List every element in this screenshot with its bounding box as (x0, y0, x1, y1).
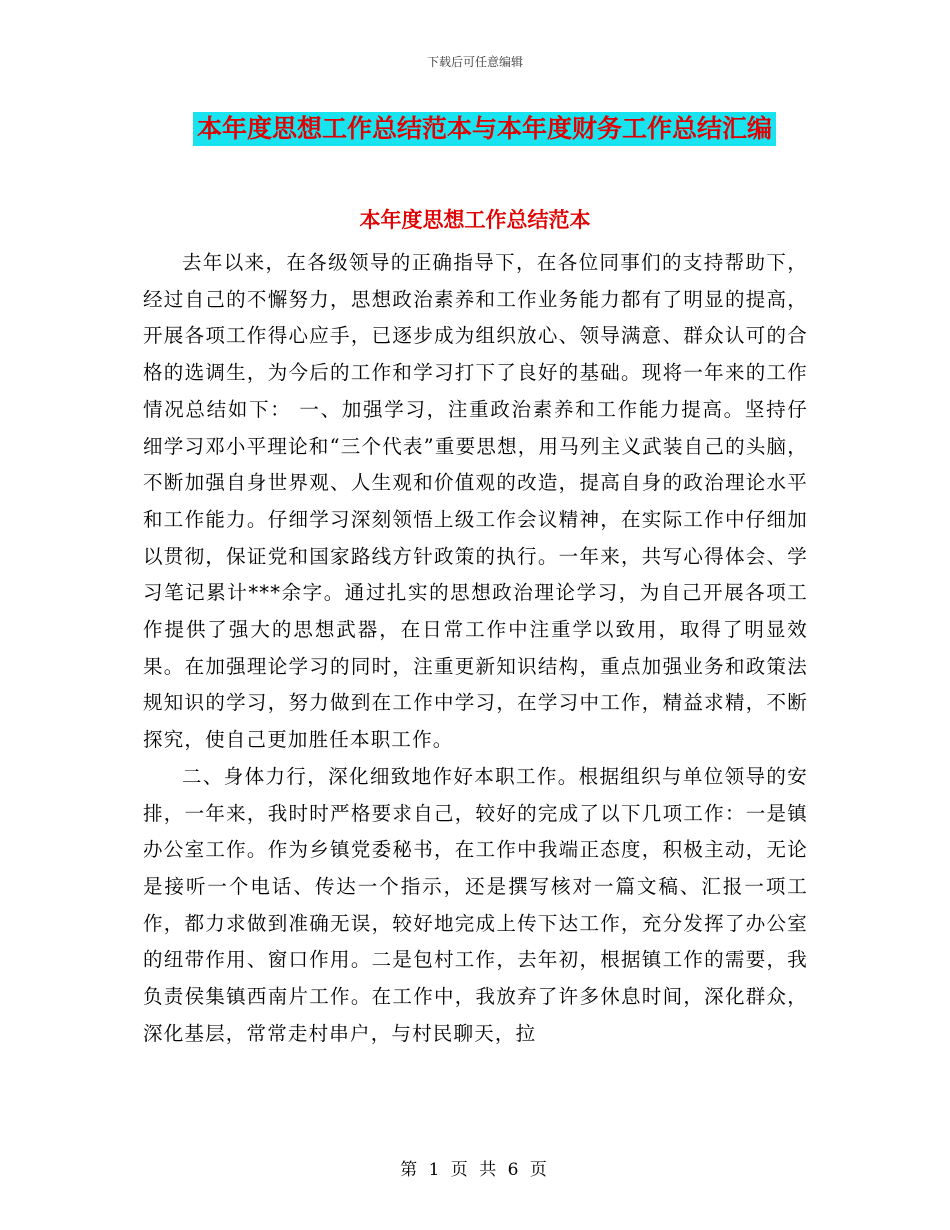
paragraph: 二、身体力行，深化细致地作好本职工作。根据组织与单位领导的安排，一年来，我时时严格要求自己，较好的完成了以下几项工作：一是镇办公室工作。作为乡镇党委秘书，在工作中我端正态度，积极主动，无论是接听一个电话、传达一个指示，还是撰写核对一篇文稿、汇报一项工作，都力求做到准确无误，较好地完成上传下达工作，充分发挥了办公室的纽带作用、窗口作用。二是包村工作，去年初，根据镇工作的需要，我负责侯集镇西南片工作。在工作中，我放弃了许多休息时间，深化群众，深化基层，常常走村串户，与村民聊天，拉 (143, 764, 808, 1045)
document-title: 本年度思想工作总结范本与本年度财务工作总结汇编 (193, 112, 776, 146)
section-title: 本年度思想工作总结范本 (359, 208, 591, 232)
paragraph: 去年以来，在各级领导的正确指导下，在各位同事们的支持帮助下，经过自己的不懈努力，思想政治素养和工作业务能力都有了明显的提高，开展各项工作得心应手，已逐步成为组织放心、领导满意、群众认可的合格的选调生，为今后的工作和学习打下了良好的基础。现将一年来的工作情况总结如下： 一、加强学习，注重政治素养和工作能力提高。坚持仔细学习邓小平理论和“三个代表”重要思想，用马列主义武装自己的头脑，不断加强自身世界观、人生观和价值观的改造，提高自身的政治理论水平和工作能力。仔细学习深刻领悟上级工作会议精神，在实际工作中仔细加以贯彻，保证党和国家路线方针政策的执行。一年来，共写心得体会、学习笔记累计***余字。通过扎实的思想政治理论学习，为自己开展各项工作提供了强大的思想武器，在日常工作中注重学以致用，取得了明显效果。在加强理论学习的同时，注重更新知识结构，重点加强业务和政策法规知识的学习，努力做到在工作中学习，在学习中工作，精益求精，不断探究，使自己更加胜任本职工作。 (143, 251, 808, 752)
document-body (143, 245, 808, 1052)
page-number: 第 1 页 共 6 页 (400, 1160, 550, 1180)
header-note: 下载后可任意编辑 (426, 55, 523, 69)
